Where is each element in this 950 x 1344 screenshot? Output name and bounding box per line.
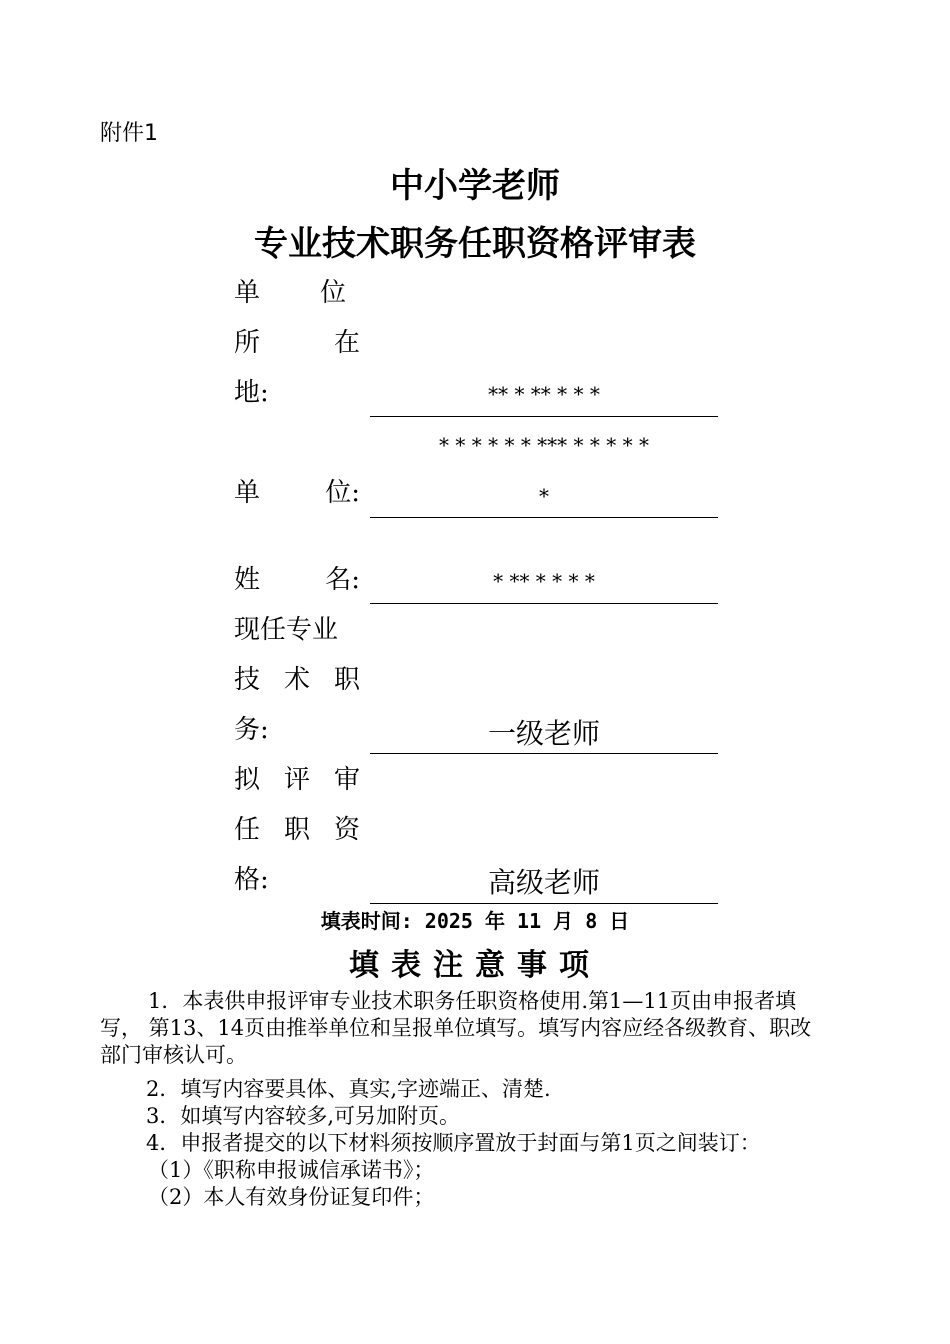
form-title-line2: 专业技术职务任职资格评审表	[254, 224, 696, 264]
proposed-title-label-row1: 拟 评 审	[234, 765, 360, 795]
unit-value-line1: * * * * * * *** * * * * *	[439, 433, 649, 457]
current-title-value: 一级老师	[487, 717, 600, 750]
fill-date: 填表时间: 2025 年 11 月 8 日	[320, 909, 630, 933]
current-title-label-row2: 技 术 职	[234, 665, 360, 695]
current-title-underline	[370, 753, 718, 754]
proposed-title-label-row3: 格:	[234, 865, 269, 895]
notice-item-2: 2．填写内容要具体、真实,字迹端正、清楚.	[146, 1077, 551, 1101]
unit-location-value: ** * ** * * *	[488, 382, 600, 406]
name-label: 姓 名:	[234, 565, 360, 595]
attachment-label: 附件1	[100, 121, 158, 146]
unit-location-underline	[370, 416, 718, 417]
current-title-label-row3: 务:	[234, 715, 269, 745]
unit-value-line2: *	[539, 484, 549, 508]
proposed-title-value: 高级老师	[487, 866, 600, 899]
notice-title: 填表注意事项	[349, 948, 601, 983]
form-title-line1: 中小学老师	[390, 166, 560, 206]
unit-location-label-row3: 地:	[234, 378, 269, 408]
notice-subitem-2: （2）本人有效身份证复印件；	[148, 1185, 435, 1209]
name-underline	[370, 603, 718, 604]
proposed-title-underline	[370, 903, 718, 904]
current-title-label-row1: 现任专业	[234, 615, 339, 645]
unit-underline	[370, 517, 718, 518]
notice-item-4: 4．申报者提交的以下材料须按顺序置放于封面与第1页之间装订：	[146, 1131, 761, 1155]
unit-label: 单 位:	[234, 478, 360, 508]
name-value: * ** * * * *	[493, 569, 595, 593]
notice-subitem-1: （1）《职称申报诚信承诺书》；	[148, 1158, 435, 1182]
proposed-title-label-row2: 任 职 资	[234, 815, 360, 845]
unit-location-label-row2: 所 在	[234, 328, 360, 358]
notice-item-3: 3．如填写内容较多,可另加附页。	[146, 1104, 461, 1128]
unit-location-label-row1: 单 位	[234, 278, 346, 308]
notice-item-1: 1．本表供申报评审专业技术职务任职资格使用.第1—11页由申报者填写， 第13、14页由推举单位和呈报单位填写。填写内容应经各级教育、职改部门审核认可。	[100, 989, 812, 1067]
